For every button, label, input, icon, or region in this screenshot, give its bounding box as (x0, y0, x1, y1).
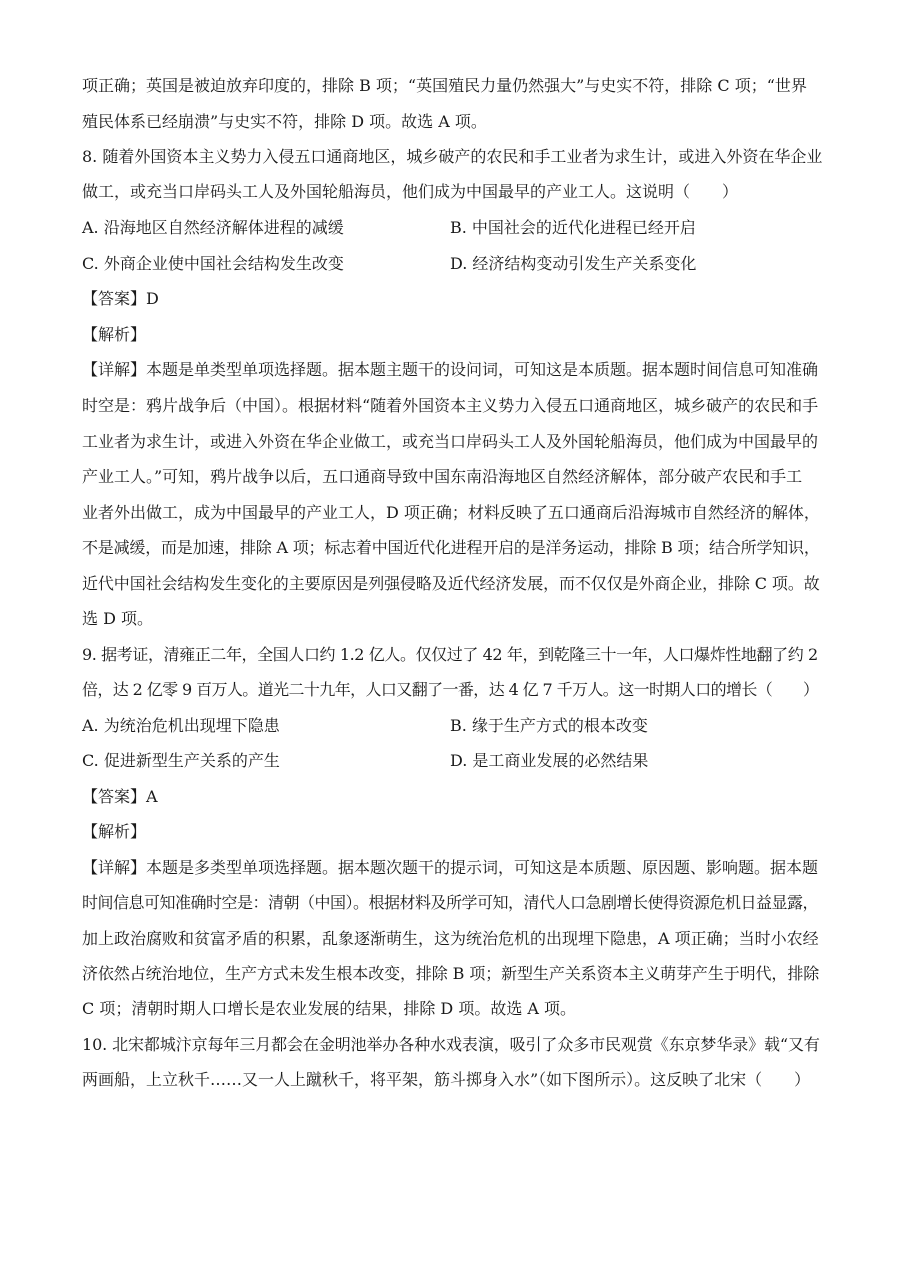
question-8-answer: 【答案】D (82, 289, 159, 308)
question-10-stem: 两画船，上立秋千……又一人上蹴秋千，将平架，筋斗掷身入水”（如下图所示）。这反映了北宋（ ） (82, 1070, 811, 1089)
question-8-option-c: C. 外商企业使中国社会结构发生改变 (82, 254, 344, 273)
question-9-detail-line: C 项；清朝时期人口增长是农业发展的结果，排除 D 项。故选 A 项。 (82, 999, 577, 1018)
prev-answer-line: 殖民体系已经崩溃”与史实不符，排除 D 项。故选 A 项。 (82, 112, 487, 131)
question-9-stem: 倍，达 2 亿零 9 百万人。道光二十九年，人口又翻了一番，达 4 亿 7 千万人。这一时期人口的增长（ ） (82, 680, 819, 699)
question-8-analysis-label: 【解析】 (82, 325, 147, 344)
question-8-detail-line: 选 D 项。 (82, 609, 154, 628)
question-8-option-b: B. 中国社会的近代化进程已经开启 (450, 218, 696, 237)
question-8-detail-line: 近代中国社会结构发生变化的主要原因是列强侵略及近代经济发展，而不仅仅是外商企业，排除 C 项。故 (82, 574, 820, 593)
question-9-analysis-label: 【解析】 (82, 822, 147, 841)
question-9-detail-line: 济依然占统治地位，生产方式未发生根本改变，排除 B 项；新型生产关系资本主义萌芽产生于明代，排除 (82, 964, 820, 983)
question-9-option-b: B. 缘于生产方式的根本改变 (450, 716, 648, 735)
question-9-option-a: A. 为统治危机出现埋下隐患 (82, 716, 280, 735)
question-8-option-a: A. 沿海地区自然经济解体进程的减缓 (82, 218, 344, 237)
question-8-detail-line: 不是减缓，而是加速，排除 A 项；标志着中国近代化进程开启的是洋务运动，排除 B 项；结合所学知识， (82, 538, 820, 557)
question-8-detail-line: 工业者为求生计，或进入外资在华企业做工，或充当口岸码头工人及外国轮船海员，他们成为中国最早的 (82, 432, 819, 451)
question-9-option-c: C. 促进新型生产关系的产生 (82, 751, 280, 770)
question-8-stem: 做工，或充当口岸码头工人及外国轮船海员，他们成为中国最早的产业工人。这说明（ ） (82, 182, 739, 201)
question-8-detail-line: 业者外出做工，成为中国最早的产业工人，D 项正确；材料反映了五口通商后沿海城市自然经济的解体， (82, 503, 820, 522)
question-9-stem: 9. 据考证，清雍正二年，全国人口约 1.2 亿人。仅仅过了 42 年，到乾隆三十一年，人口爆炸性地翻了约 2 (82, 645, 818, 664)
question-9-answer: 【答案】A (82, 787, 158, 806)
question-9-option-d: D. 是工商业发展的必然结果 (450, 751, 649, 770)
question-8-option-d: D. 经济结构变动引发生产关系变化 (450, 254, 697, 273)
question-8-detail-line: 产业工人。”可知，鸦片战争以后，五口通商导致中国东南沿海地区自然经济解体，部分破产农民和手工 (82, 467, 803, 486)
question-9-detail-line: 加上政治腐败和贫富矛盾的积累，乱象逐渐萌生，这为统治危机的出现埋下隐患，A 项正确；当时小农经 (82, 929, 819, 948)
question-8-detail-line: 【详解】本题是单类型单项选择题。据本题主题干的设问词，可知这是本质题。据本题时间信息可知准确 (82, 360, 819, 379)
question-8-stem: 8. 随着外国资本主义势力入侵五口通商地区，城乡破产的农民和手工业者为求生计，或进入外资在华企业 (82, 147, 823, 166)
prev-answer-line: 项正确；英国是被迫放弃印度的，排除 B 项；“英国殖民力量仍然强大”与史实不符，排除 C 项；“世界 (82, 76, 807, 95)
question-9-detail-line: 【详解】本题是多类型单项选择题。据本题次题干的提示词，可知这是本质题、原因题、影响题。据本题 (82, 858, 819, 877)
question-10-stem: 10. 北宋都城汴京每年三月都会在金明池举办各种水戏表演，吸引了众多市民观赏《东京梦华录》载“又有 (82, 1035, 820, 1054)
question-9-detail-line: 时间信息可知准确时空是：清朝（中国）。根据材料及所学可知，清代人口急剧增长使得资源危机日益显露， (82, 893, 819, 912)
question-8-detail-line: 时空是：鸦片战争后（中国）。根据材料“随着外国资本主义势力入侵五口通商地区，城乡破产的农民和手 (82, 396, 819, 415)
